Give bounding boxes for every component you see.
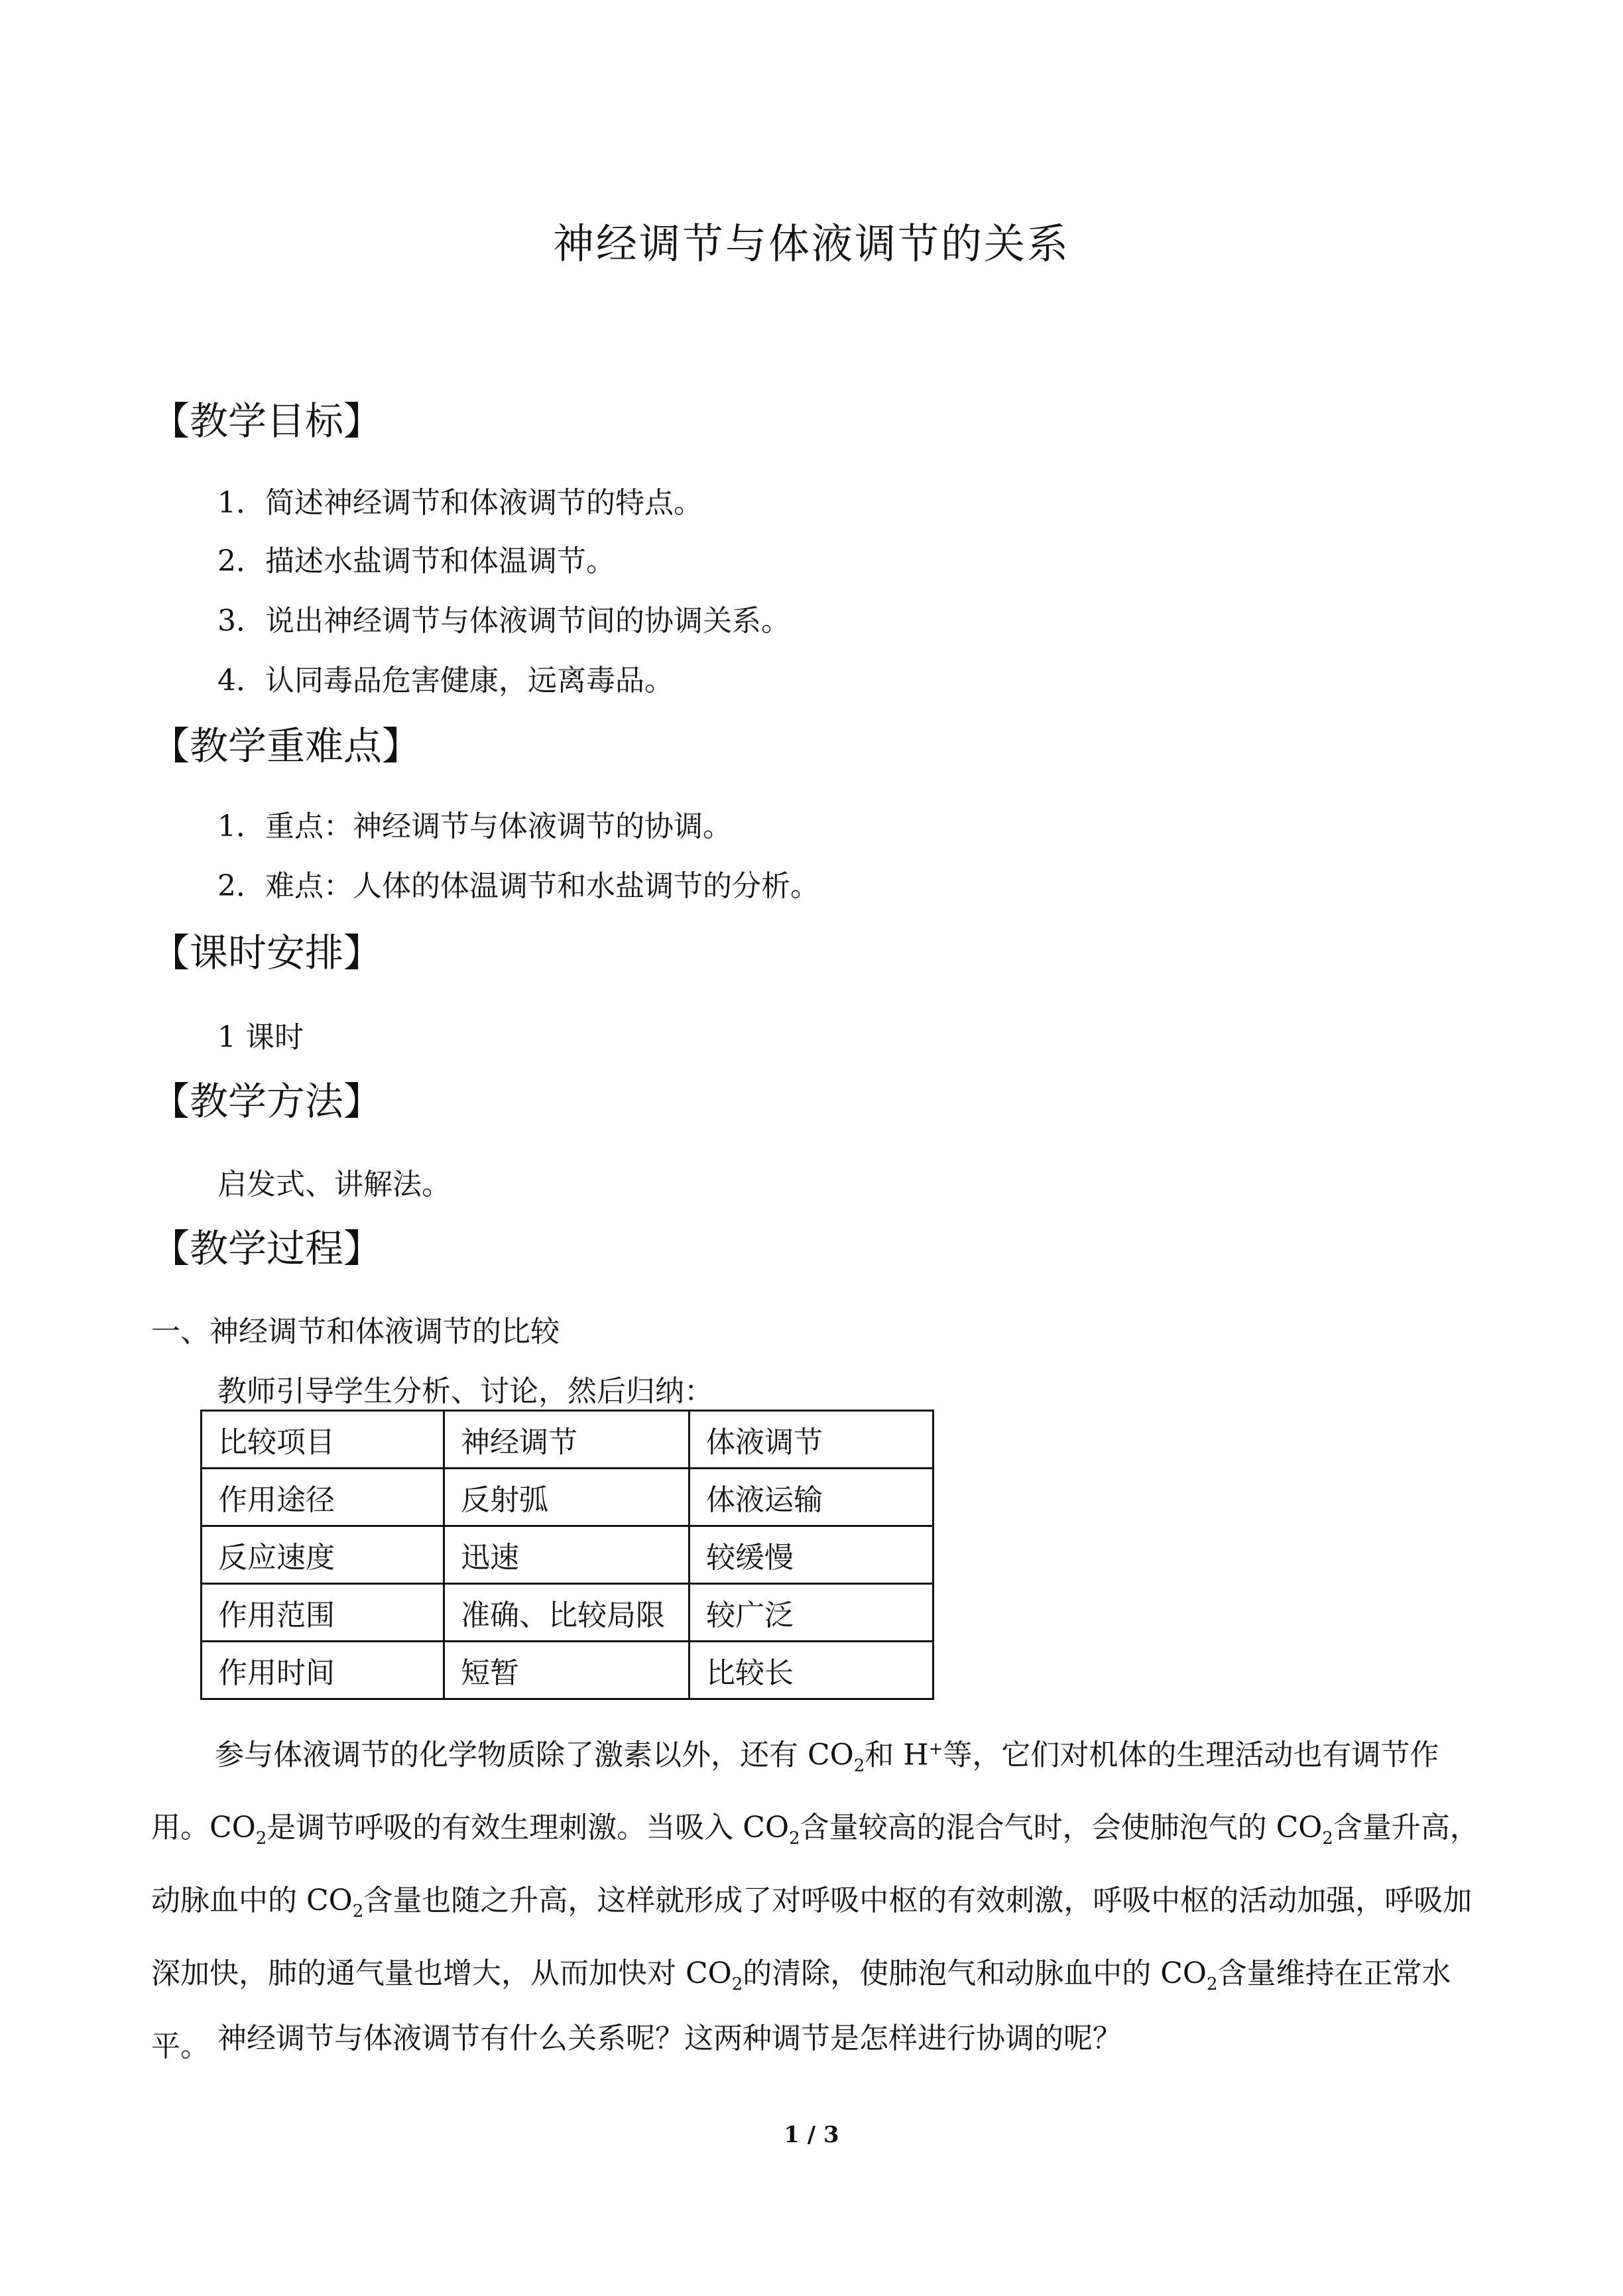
section-heading-schedule: 【课时安排】 [151,930,383,975]
table-row [202,1469,933,1526]
table-cell: 作用范围 [202,1584,444,1642]
table-cell: 作用时间 [202,1642,444,1699]
table-cell: 准确、比较局限 [444,1584,690,1642]
objective-item: 2．描述水盐调节和体温调节。 [217,544,615,578]
table-row [202,1526,933,1584]
table-cell: 比较项目 [202,1411,444,1469]
section-heading-objectives: 【教学目标】 [151,398,383,444]
section-heading-method: 【教学方法】 [151,1079,383,1124]
co2-paragraph: 参与体液调节的化学物质除了激素以外，还有 $CO_2$和 H+等，它们对机体的生理活动也有调节作用。$CO_2$是调节呼吸的有效生理刺激。当吸入 $CO_2$含量较高的混合气时，会使肺泡气的 $CO_2$含量升高，动脉血中的 $CO_2$含量也随之升高，这样就形成了对呼吸中枢的有效刺激，呼吸中枢的活动加强，呼吸加深加快，肺的通气量也增大，从而加快对 $CO_2$的清除，使肺泡气和动脉血中的 $CO_2$含量维持在正常水平。 [151,1738,1479,2063]
table-row [202,1584,933,1642]
comparison-table [200,1410,934,1700]
page-number: 1 / 3 [784,2122,839,2148]
process-subheading: 一、神经调节和体液调节的比较 [151,1315,560,1349]
schedule-text: 1 课时 [217,1020,304,1054]
objective-item: 1．简述神经调节和体液调节的特点。 [217,486,703,520]
keypoint-item: 1．重点：神经调节与体液调节的协调。 [217,810,732,843]
question-paragraph: 神经调节与体液调节有什么关系呢？这两种调节是怎样进行协调的呢？ [217,2022,1122,2055]
table-cell: 较广泛 [690,1584,933,1642]
table-cell: 迅速 [444,1526,690,1584]
table-cell: 反射弧 [444,1469,690,1526]
table-cell: 神经调节 [444,1411,690,1469]
table-header-row [202,1411,933,1469]
page-title: 神经调节与体液调节的关系 [552,219,1070,268]
table-cell: 体液调节 [690,1411,933,1469]
section-heading-keypoints: 【教学重难点】 [151,723,421,768]
table-row [202,1642,933,1699]
section-heading-process: 【教学过程】 [151,1226,383,1271]
table-cell: 体液运输 [690,1469,933,1526]
table-cell: 比较长 [690,1642,933,1699]
table-cell: 反应速度 [202,1526,444,1584]
objective-item: 3．说出神经调节与体液调节间的协调关系。 [217,604,790,638]
keypoint-item: 2．难点：人体的体温调节和水盐调节的分析。 [217,869,819,903]
process-intro: 教师引导学生分析、讨论，然后归纳： [217,1374,713,1408]
table-cell: 短暂 [444,1642,690,1699]
objective-item: 4．认同毒品危害健康，远离毒品。 [217,664,674,697]
table-cell: 作用途径 [202,1469,444,1526]
method-text: 启发式、讲解法。 [217,1168,451,1201]
table-cell: 较缓慢 [690,1526,933,1584]
